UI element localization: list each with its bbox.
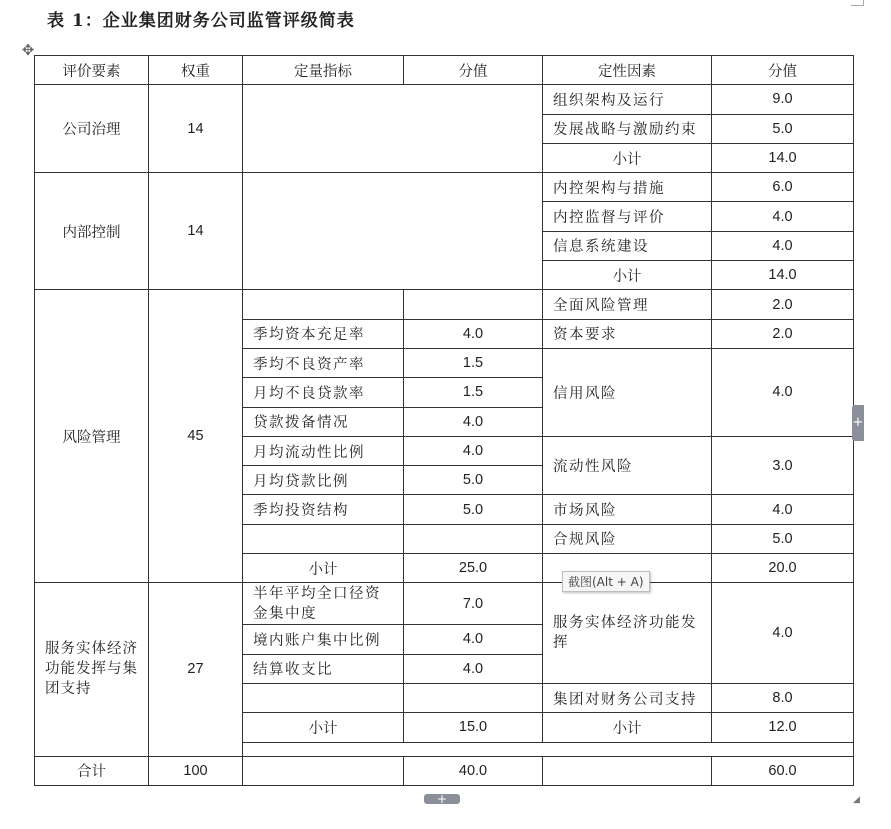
screenshot-tooltip: 截图(Alt + A) — [562, 571, 650, 592]
qual-factor-cell: 合规风险 — [543, 524, 712, 553]
category-cell: 风险管理 — [35, 290, 149, 583]
category-cell: 公司治理 — [35, 85, 149, 173]
quant-score-cell: 4.0 — [404, 319, 543, 348]
header-cell: 分值 — [404, 56, 543, 85]
weight-cell: 14 — [149, 173, 243, 290]
subtotal-label-cell: 小计 — [543, 261, 712, 290]
qual-score-cell: 4.0 — [712, 202, 854, 231]
plus-icon: + — [852, 415, 864, 430]
qual-factor-cell: 信用风险 — [543, 348, 712, 436]
qual-score-cell: 2.0 — [712, 290, 854, 319]
subtotal-label-cell: 小计 — [543, 143, 712, 172]
qual-score-cell: 4.0 — [712, 495, 854, 524]
category-cell: 服务实体经济功能发挥与集团支持 — [35, 583, 149, 756]
qual-score-cell: 9.0 — [712, 85, 854, 114]
subtotal-cell: 12.0 — [712, 713, 854, 742]
empty-cell — [243, 683, 404, 712]
qual-factor-cell: 信息系统建设 — [543, 231, 712, 260]
quant-score-cell: 5.0 — [404, 495, 543, 524]
quant-indicator-cell: 月均不良贷款率 — [243, 378, 404, 407]
table-row — [35, 173, 854, 202]
total-qual-cell: 60.0 — [712, 756, 854, 785]
page-corner-mark — [851, 0, 864, 6]
qual-factor-cell: 组织架构及运行 — [543, 85, 712, 114]
quant-indicator-cell: 季均投资结构 — [243, 495, 404, 524]
qual-score-cell: 4.0 — [712, 348, 854, 436]
resize-handle-icon[interactable]: ◢ — [853, 795, 860, 805]
qual-factor-cell: 发展战略与激励约束 — [543, 114, 712, 143]
empty-cell — [243, 85, 543, 173]
qual-score-cell: 5.0 — [712, 524, 854, 553]
weight-cell: 27 — [149, 583, 243, 756]
qual-factor-cell: 内控架构与措施 — [543, 173, 712, 202]
table-title: 表 1：企业集团财务公司监管评级简表 — [47, 11, 355, 31]
move-table-icon[interactable]: ✥ — [21, 41, 35, 59]
subtotal-label-cell: 小计 — [543, 713, 712, 742]
subtotal-cell: 14.0 — [712, 261, 854, 290]
quant-score-cell: 1.5 — [404, 348, 543, 377]
quant-score-cell: 4.0 — [404, 625, 543, 654]
total-weight-cell: 100 — [149, 756, 243, 785]
quant-score-cell: 5.0 — [404, 466, 543, 495]
quant-indicator-cell: 结算收支比 — [243, 654, 404, 683]
spacer-cell — [243, 742, 854, 756]
qual-factor-cell: 流动性风险 — [543, 436, 712, 495]
header-row — [35, 56, 854, 85]
quant-indicator-cell: 贷款拨备情况 — [243, 407, 404, 436]
empty-cell — [404, 290, 543, 319]
subtotal-label-cell: 小计 — [243, 554, 404, 583]
qual-score-cell: 4.0 — [712, 583, 854, 684]
empty-cell — [543, 756, 712, 785]
weight-cell: 14 — [149, 85, 243, 173]
subtotal-cell: 25.0 — [404, 554, 543, 583]
subtotal-cell: 20.0 — [712, 554, 854, 583]
header-cell: 权重 — [149, 56, 243, 85]
empty-cell — [243, 290, 404, 319]
quant-score-cell: 7.0 — [404, 583, 543, 625]
table-row — [35, 85, 854, 114]
add-row-button[interactable] — [424, 794, 460, 804]
total-label-cell: 合计 — [35, 756, 149, 785]
add-column-button[interactable] — [852, 405, 864, 441]
qual-score-cell: 6.0 — [712, 173, 854, 202]
quant-indicator-cell: 季均资本充足率 — [243, 319, 404, 348]
total-quant-cell: 40.0 — [404, 756, 543, 785]
subtotal-cell: 15.0 — [404, 713, 543, 742]
quant-indicator-cell: 半年平均全口径资金集中度 — [243, 583, 404, 625]
empty-cell — [243, 756, 404, 785]
qual-factor-cell: 服务实体经济功能发挥 — [543, 583, 712, 684]
qual-score-cell: 4.0 — [712, 231, 854, 260]
qual-score-cell: 3.0 — [712, 436, 854, 495]
plus-icon: + — [436, 792, 448, 806]
quant-indicator-cell: 季均不良资产率 — [243, 348, 404, 377]
qual-factor-cell: 集团对财务公司支持 — [543, 683, 712, 712]
quant-score-cell: 4.0 — [404, 654, 543, 683]
empty-cell — [243, 173, 543, 290]
qual-factor-cell: 全面风险管理 — [543, 290, 712, 319]
rating-table — [34, 55, 854, 786]
qual-score-cell: 5.0 — [712, 114, 854, 143]
quant-score-cell: 1.5 — [404, 378, 543, 407]
qual-factor-cell: 市场风险 — [543, 495, 712, 524]
table-row — [35, 290, 854, 319]
subtotal-label-cell: 小计 — [243, 713, 404, 742]
qual-factor-cell: 资本要求 — [543, 319, 712, 348]
empty-cell — [404, 524, 543, 553]
total-row — [35, 756, 854, 785]
quant-indicator-cell: 月均流动性比例 — [243, 436, 404, 465]
empty-cell — [404, 683, 543, 712]
header-cell: 定性因素 — [543, 56, 712, 85]
quant-indicator-cell: 境内账户集中比例 — [243, 625, 404, 654]
quant-indicator-cell: 月均贷款比例 — [243, 466, 404, 495]
quant-score-cell: 4.0 — [404, 407, 543, 436]
qual-score-cell: 2.0 — [712, 319, 854, 348]
header-cell: 定量指标 — [243, 56, 404, 85]
header-cell: 评价要素 — [35, 56, 149, 85]
header-cell: 分值 — [712, 56, 854, 85]
subtotal-cell: 14.0 — [712, 143, 854, 172]
quant-score-cell: 4.0 — [404, 436, 543, 465]
qual-score-cell: 8.0 — [712, 683, 854, 712]
empty-cell — [243, 524, 404, 553]
weight-cell: 45 — [149, 290, 243, 583]
category-cell: 内部控制 — [35, 173, 149, 290]
table-row — [35, 583, 854, 625]
qual-factor-cell: 内控监督与评价 — [543, 202, 712, 231]
